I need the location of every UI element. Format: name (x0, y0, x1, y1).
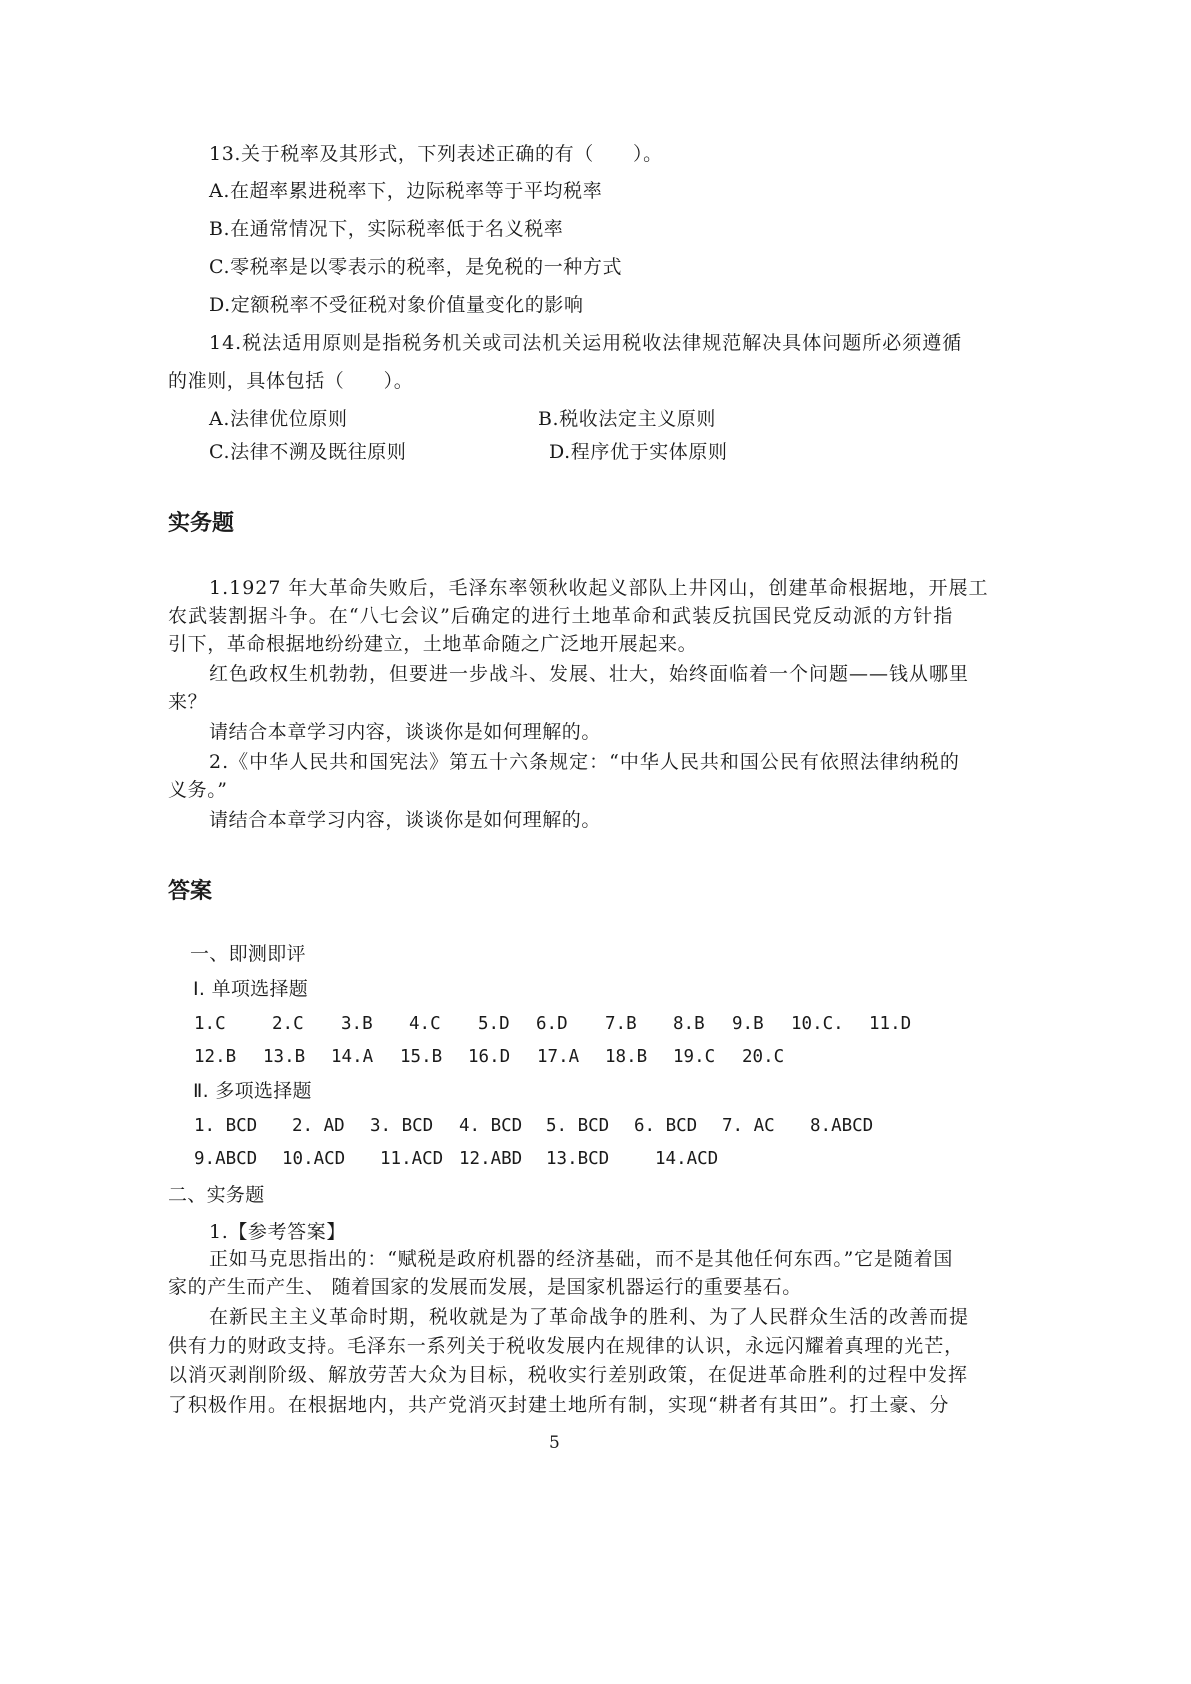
answer-item: 7.B (605, 1014, 637, 1034)
practice-heading: 实务题 (168, 511, 235, 536)
answer-item: 20.C (742, 1047, 785, 1067)
q13-stem: 13.关于税率及其形式，下列表述正确的有（ ）。 (209, 143, 663, 165)
answer-item: 2.C (272, 1014, 304, 1034)
multi-answers-row1 (0, 1113, 1191, 1139)
reference-answer-line2: 家的产生而产生、 随着国家的发展而发展，是国家机器运行的重要基石。 (168, 1276, 802, 1298)
answer-item: 1. BCD (194, 1116, 258, 1136)
multi-choice-title: Ⅱ. 多项选择题 (193, 1080, 312, 1102)
practice-q1-line6: 请结合本章学习内容，谈谈你是如何理解的。 (209, 721, 602, 743)
practice-q1-line4: 红色政权生机勃勃，但要进一步战斗、发展、壮大，始终面临着一个问题——钱从哪里 (209, 663, 970, 685)
answer-item: 14.ACD (655, 1149, 719, 1169)
answer-item: 5. BCD (546, 1116, 610, 1136)
answer-item: 12.ABD (459, 1149, 523, 1169)
q14-option-d: D.程序优于实体原则 (549, 441, 728, 463)
practice-q1-line5: 来？ (168, 691, 208, 713)
q13-option-d: D.定额税率不受征税对象价值量变化的影响 (209, 294, 584, 316)
answer-item: 2. AD (292, 1116, 345, 1136)
multi-answers-row2 (0, 1146, 1191, 1172)
answer-item: 13.BCD (546, 1149, 610, 1169)
answers-section1-title: 一、即测即评 (190, 943, 306, 965)
answer-item: 8.B (673, 1014, 705, 1034)
reference-answer-line4: 供有力的财政支持。毛泽东一系列关于税收发展内在规律的认识，永远闪耀着真理的光芒， (168, 1335, 965, 1357)
q14-stem-line1: 14.税法适用原则是指税务机关或司法机关运用税收法律规范解决具体问题所必须遵循 (209, 332, 963, 354)
answer-item: 9.ABCD (194, 1149, 258, 1169)
answer-item: 18.B (605, 1047, 648, 1067)
answer-item: 14.A (331, 1047, 374, 1067)
answers-section2-title: 二、实务题 (168, 1184, 265, 1206)
answer-item: 3. BCD (370, 1116, 434, 1136)
practice-q2-line2: 义务。” (168, 779, 228, 801)
reference-answer-line5: 以消灭剥削阶级、解放劳苦大众为目标，税收实行差别政策，在促进革命胜利的过程中发挥 (168, 1364, 969, 1386)
reference-answer-line1: 正如马克思指出的：“赋税是政府机器的经济基础，而不是其他任何东西。”它是随着国 (209, 1248, 954, 1270)
q14-stem-line2: 的准则，具体包括（ ）。 (168, 370, 414, 392)
practice-q2-line3: 请结合本章学习内容，谈谈你是如何理解的。 (209, 809, 602, 831)
answer-item: 10.ACD (282, 1149, 346, 1169)
answer-item: 10.C. (791, 1014, 844, 1034)
answer-item: 3.B (341, 1014, 373, 1034)
answer-item: 5.D (478, 1014, 510, 1034)
answer-item: 9.B (732, 1014, 764, 1034)
answer-item: 4.C (409, 1014, 441, 1034)
answer-item: 13.B (263, 1047, 306, 1067)
answers-heading: 答案 (168, 879, 213, 904)
answer-item: 16.D (468, 1047, 511, 1067)
answer-item: 11.ACD (380, 1149, 444, 1169)
q14-option-a: A.法律优位原则 (209, 408, 348, 430)
single-choice-title: Ⅰ. 单项选择题 (193, 978, 309, 1000)
q13-option-b: B.在通常情况下，实际税率低于名义税率 (209, 218, 564, 240)
answer-item: 1.C (194, 1014, 226, 1034)
q14-option-c: C.法律不溯及既往原则 (209, 441, 407, 463)
q13-option-a: A.在超率累进税率下，边际税率等于平均税率 (209, 180, 603, 202)
reference-answer-line6: 了积极作用。在根据地内，共产党消灭封建土地所有制，实现“耕者有其田”。打土豪、分 (168, 1394, 950, 1416)
reference-answer-title: 1.【参考答案】 (209, 1221, 346, 1243)
q13-option-c: C.零税率是以零表示的税率，是免税的一种方式 (209, 256, 623, 278)
single-answers-row2 (0, 1044, 1191, 1070)
answer-item: 7. AC (722, 1116, 775, 1136)
single-answers-row1 (0, 1011, 1191, 1037)
answer-item: 8.ABCD (810, 1116, 874, 1136)
answer-item: 6. BCD (634, 1116, 698, 1136)
answer-item: 15.B (400, 1047, 443, 1067)
practice-q1-line2: 农武装割据斗争。在“八七会议”后确定的进行土地革命和武装反抗国民党反动派的方针指 (168, 605, 954, 627)
reference-answer-line3: 在新民主主义革命时期，税收就是为了革命战争的胜利、为了人民群众生活的改善而提 (209, 1306, 970, 1328)
answer-item: 6.D (536, 1014, 568, 1034)
page-number: 5 (549, 1433, 561, 1453)
answer-item: 11.D (869, 1014, 912, 1034)
practice-q1-line1: 1.1927 年大革命失败后，毛泽东率领秋收起义部队上井冈山，创建革命根据地，开展工 (209, 577, 989, 599)
answer-item: 12.B (194, 1047, 237, 1067)
q14-option-b: B.税收法定主义原则 (538, 408, 717, 430)
answer-item: 17.A (537, 1047, 580, 1067)
answer-item: 19.C (673, 1047, 716, 1067)
practice-q1-line3: 引下，革命根据地纷纷建立，土地革命随之广泛地开展起来。 (168, 633, 698, 655)
answer-item: 4. BCD (459, 1116, 523, 1136)
practice-q2-line1: 2.《中华人民共和国宪法》第五十六条规定：“中华人民共和国公民有依照法律纳税的 (209, 751, 960, 773)
